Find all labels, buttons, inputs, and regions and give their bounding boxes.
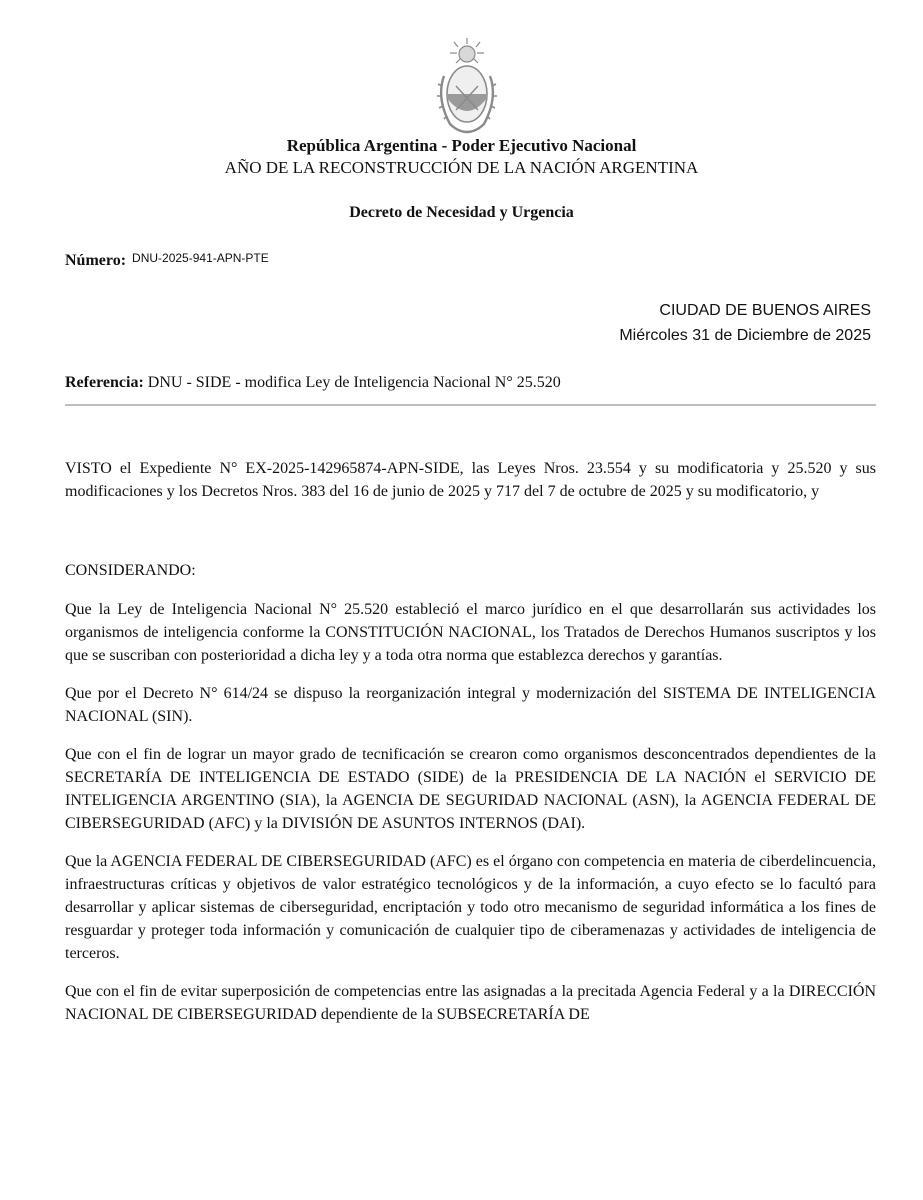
document-type-title: Decreto de Necesidad y Urgencia (349, 204, 574, 221)
considerando-paragraph: Que por el Decreto N° 614/24 se dispuso la reorganización integral y modernización del SISTEMA DE INTELIGENCIA NACIONAL (SIN). (65, 685, 876, 725)
considerando-paragraph: Que la Ley de Inteligencia Nacional N° 25.520 estableció el marco jurídico en el que desarrollarán sus actividades los organismos de inteligencia conforme la CONSTITUCIÓN NACIONAL, los Tratados de Derechos Humanos suscriptos y los que se suscriban con posterioridad a dicha ley y a toda otra norma que establezca derechos y garantías. (65, 601, 876, 664)
document-body (65, 457, 876, 1041)
considerando-paragraph: Que con el fin de evitar superposición de competencias entre las asignadas a la precitada Agencia Federal y a la DIRECCIÓN NACIONAL DE CIBERSEGURIDAD dependiente de la SUBSECRETARÍA DE (65, 983, 876, 1023)
header-divider (65, 404, 876, 406)
reference-label: Referencia: (65, 374, 144, 391)
issuing-city: CIUDAD DE BUENOS AIRES (659, 302, 871, 319)
considerando-paragraph: Que la AGENCIA FEDERAL DE CIBERSEGURIDAD (AFC) es el órgano con competencia en materia de ciberdelincuencia, infraestructuras críticas y objetivos de valor estratégico tecnológicos y de la información, a cuyo efecto se lo facultó para desarrollar y aplicar sistemas de ciberseguridad, encriptación y todo otro mecanismo de seguridad informática a los fines de resguardar y proteger toda información y comunicación de cualquier tipo de ciberamenazas y actividades de inteligencia de terceros. (65, 853, 876, 962)
header-government: República Argentina - Poder Ejecutivo Nacional (286, 136, 637, 155)
document-number (65, 252, 269, 270)
issue-date: Miércoles 31 de Diciembre de 2025 (619, 327, 871, 344)
visto-paragraph: VISTO el Expediente N° EX-2025-142965874-APN-SIDE, las Leyes Nros. 23.554 y su modificatoria y 25.520 y sus modificaciones y los Decretos Nros. 383 del 16 de junio de 2025 y 717 del 7 de octubre de 2025 y su modificatorio, y (65, 460, 876, 500)
reference-text: DNU - SIDE - modifica Ley de Inteligencia Nacional N° 25.520 (147, 374, 561, 391)
coat-of-arms-seal (432, 36, 502, 136)
document-number-label: Número: (65, 252, 127, 269)
reference-line (65, 374, 561, 392)
header-year-motto: AÑO DE LA RECONSTRUCCIÓN DE LA NACIÓN ARGENTINA (224, 158, 699, 177)
considerando-heading: CONSIDERANDO: (65, 562, 196, 579)
considerando-paragraph: Que con el fin de lograr un mayor grado de tecnificación se crearon como organismos desconcentrados dependientes de la SECRETARÍA DE INTELIGENCIA DE ESTADO (SIDE) de la PRESIDENCIA DE LA NACIÓN el SERVICIO DE INTELIGENCIA ARGENTINO (SIA), la AGENCIA DE SEGURIDAD NACIONAL (ASN), la AGENCIA FEDERAL DE CIBERSEGURIDAD (AFC) y la DIVISIÓN DE ASUNTOS INTERNOS (DAI). (65, 746, 876, 832)
document-number-value: DNU-2025-941-APN-PTE (132, 251, 269, 265)
